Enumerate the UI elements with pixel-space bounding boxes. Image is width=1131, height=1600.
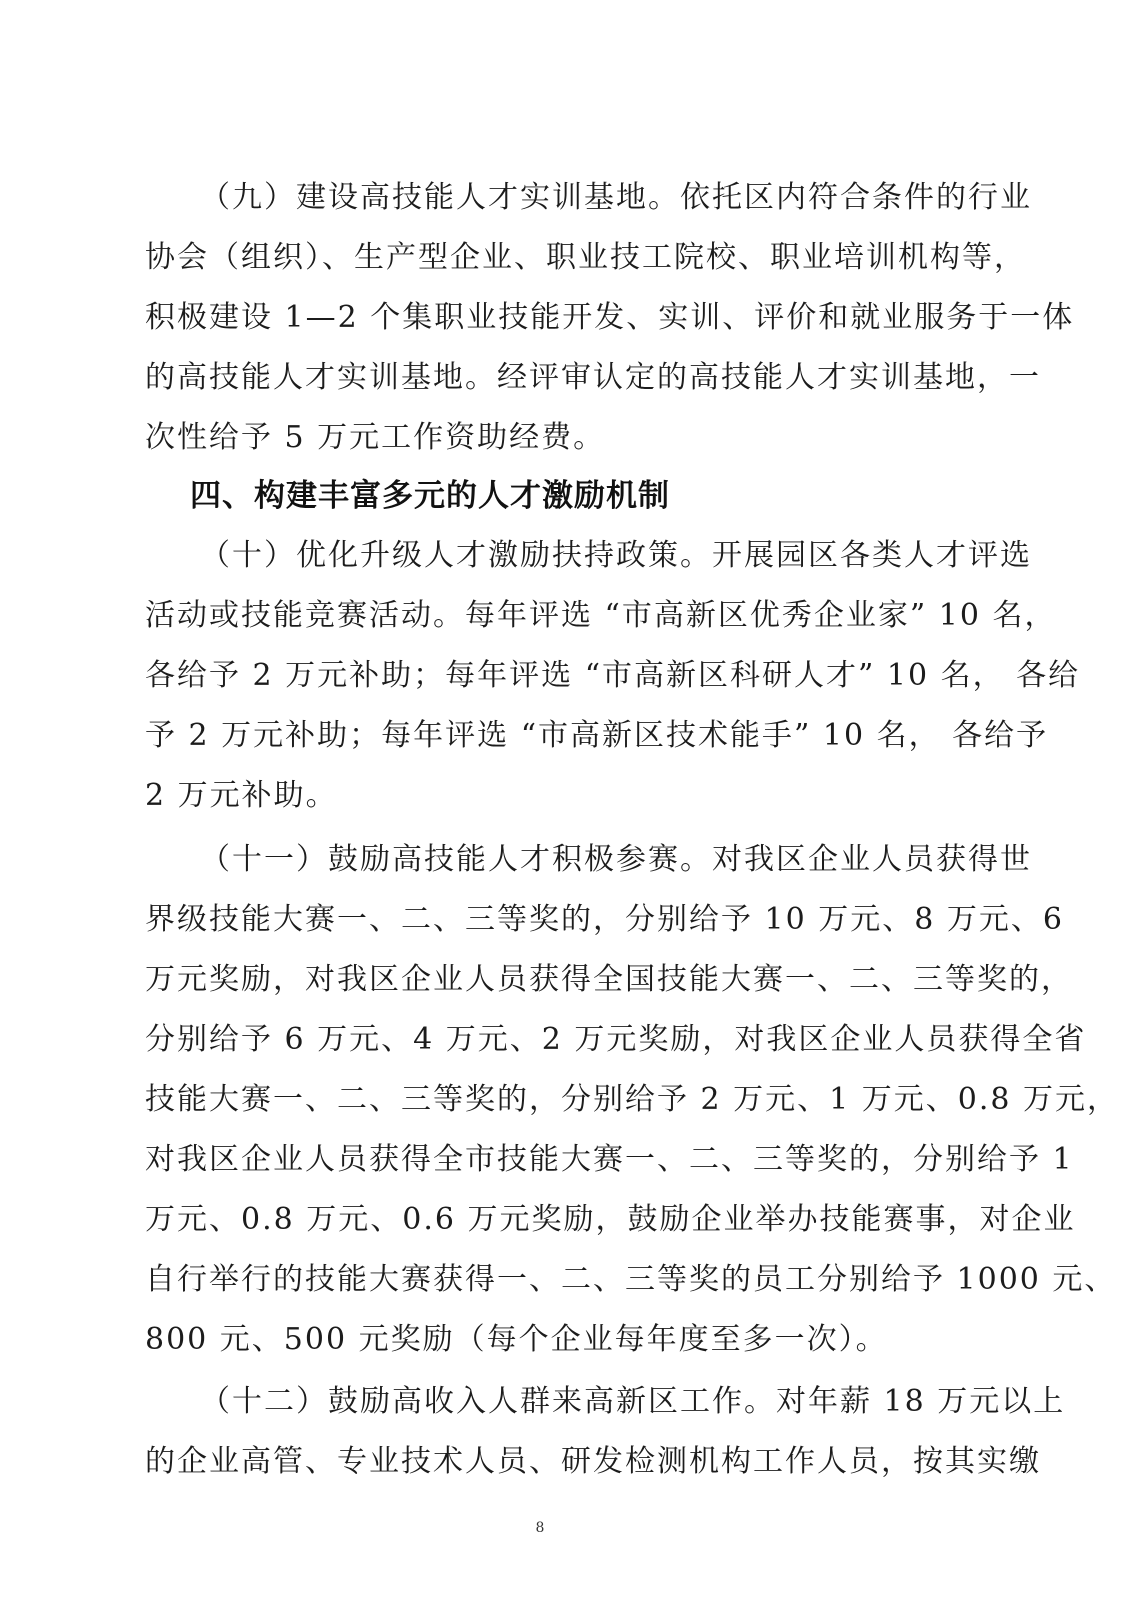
paragraph-11-line-4: 分别给予 6 万元、4 万元、2 万元奖励，对我区企业人员获得全省 [145, 1022, 1087, 1057]
paragraph-12-line-2: 的企业高管、专业技术人员、研发检测机构工作人员，按其实缴 [145, 1444, 1041, 1479]
paragraph-11-line-7: 万元、0.8 万元、0.6 万元奖励，鼓励企业举办技能赛事，对企业 [145, 1202, 1076, 1237]
paragraph-9-line-3: 积极建设 1—2 个集职业技能开发、实训、评价和就业服务于一体 [145, 300, 1075, 335]
paragraph-9-line-4: 的高技能人才实训基地。经评审认定的高技能人才实训基地，一 [145, 360, 1041, 395]
paragraph-11-line-2: 界级技能大赛一、二、三等奖的，分别给予 10 万元、8 万元、6 [145, 902, 1064, 937]
page-number: 8 [535, 1520, 545, 1536]
paragraph-11-line-5: 技能大赛一、二、三等奖的，分别给予 2 万元、1 万元、0.8 万元， [145, 1082, 1120, 1117]
section-heading-4: 四、构建丰富多元的人才激励机制 [190, 478, 670, 514]
paragraph-11-line-1: （十一）鼓励高技能人才积极参赛。对我区企业人员获得世 [200, 842, 1032, 877]
paragraph-10-line-5: 2 万元补助。 [145, 778, 338, 813]
paragraph-10-line-1: （十）优化升级人才激励扶持政策。开展园区各类人才评选 [200, 538, 1032, 573]
paragraph-11-line-6: 对我区企业人员获得全市技能大赛一、二、三等奖的，分别给予 1 [145, 1142, 1074, 1177]
paragraph-9-line-2: 协会（组织）、生产型企业、职业技工院校、职业培训机构等， [145, 240, 1026, 275]
paragraph-10-line-4: 予 2 万元补助；每年评选 “市高新区技术能手” 10 名， 各给予 [145, 718, 1049, 753]
paragraph-11-line-3: 万元奖励，对我区企业人员获得全国技能大赛一、二、三等奖的， [145, 962, 1073, 997]
paragraph-9-line-1: （九）建设高技能人才实训基地。依托区内符合条件的行业 [200, 180, 1032, 215]
paragraph-10-line-3: 各给予 2 万元补助；每年评选 “市高新区科研人才” 10 名， 各给 [145, 658, 1081, 693]
paragraph-9-line-5: 次性给予 5 万元工作资助经费。 [145, 420, 606, 455]
paragraph-12-line-1: （十二）鼓励高收入人群来高新区工作。对年薪 18 万元以上 [200, 1384, 1066, 1419]
paragraph-11-line-8: 自行举行的技能大赛获得一、二、三等奖的员工分别给予 1000 元、 [145, 1262, 1117, 1297]
paragraph-10-line-2: 活动或技能竞赛活动。每年评选 “市高新区优秀企业家” 10 名， [145, 598, 1057, 633]
paragraph-11-line-9: 800 元、500 元奖励（每个企业每年度至多一次）。 [145, 1322, 888, 1357]
